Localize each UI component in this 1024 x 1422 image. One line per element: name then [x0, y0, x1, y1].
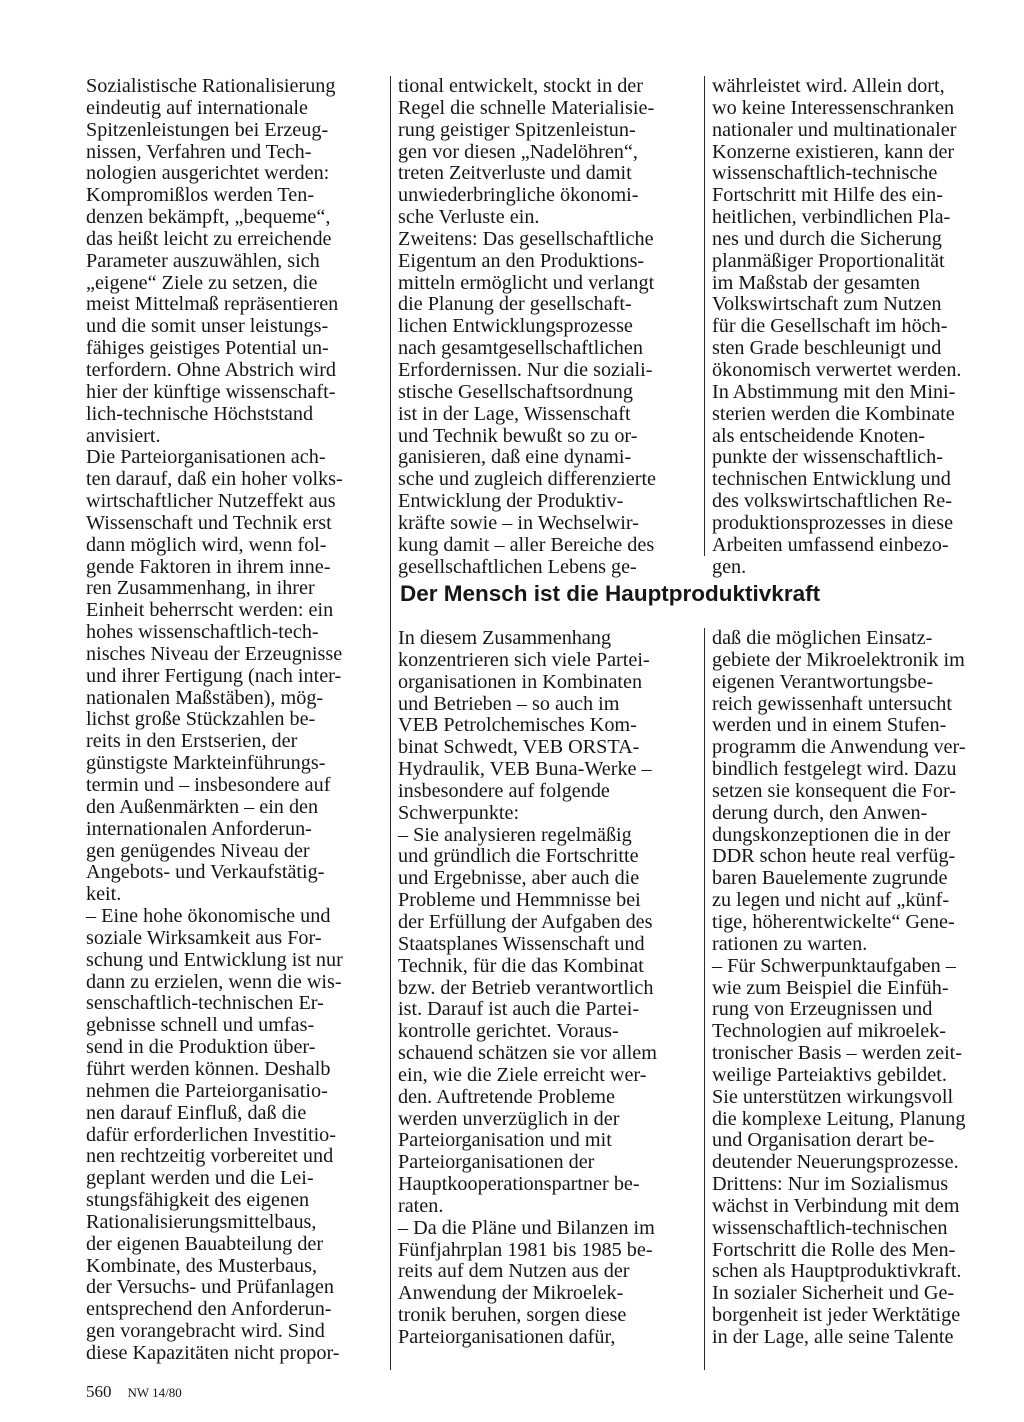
- paragraph: – Da die Pläne und Bilanzen im Fünfjahrplan 1981 bis 1985 be- reits auf dem Nutzen aus der Anwendung der Mikroelek- tronik beruhen, sorgen diese Parteiorganisationen dafür,: [398, 1216, 655, 1348]
- column-divider: [390, 76, 391, 1370]
- paragraph: Drittens: Nur im Sozialismus wächst in Verbindung mit dem wissenschaftlich-technischen Fortschritt die Rolle des Men- schen als Hauptproduktivkraft. In sozialer Sicherheit und Ge- borgenheit ist jeder Werktätige in der Lage, alle seine Talente: [712, 1173, 962, 1348]
- paragraph: In diesem Zusammenhang konzentrieren sich viele Partei- organisationen in Kombinaten und Betrieben – so auch im VEB Petrolchemisches Kom- binat Schwedt, VEB ORSTA- Hydraulik, VEB Buna-Werke – insbesondere auf folgende Schwerpunkte:: [398, 627, 652, 824]
- paragraph: Die Parteiorganisationen ach- ten darauf, daß ein hoher volks- wirtschaftlicher Nutzeffekt aus Wissenschaft und Technik erst dann möglich wird, wenn fol- gende Faktoren in ihrem inne- ren Zusammenhang, in ihrer Einheit beherrscht werden: ein hohes wissenschaftlich-tech- nisches Niveau der Erzeugnisse und ihrer Fertigung (nach inter- nationalen Maßstäben), mög- lichst große Stückzahlen be- reits in den Erstserien, der günstigste Markteinführungs- termin und – insbesondere auf den Außenmärkten – ein den internationalen Anforderun- gen genügendes Niveau der Angebots- und Verkaufstätig- keit.: [86, 446, 343, 906]
- paragraph: Zweitens: Das gesellschaftliche Eigentum an den Produktions- mitteln ermöglicht und verlangt die Planung der gesellschaft- lichen Entwicklungsprozesse nach gesamtgesellschaftlichen Erfordernissen. Nur die soziali- stische Gesellschaftsordnung ist in der Lage, Wissenschaft und Technik bewußt so zu or- ganisieren, daß eine dynami- sche und zugleich differenzierte Entwicklung der Produktiv- kräfte sowie – in Wechselwir- kung damit – aller Bereiche des gesellschaftlichen Lebens ge-: [398, 227, 657, 578]
- text-column-4: [398, 628, 688, 1349]
- text-column-5: [712, 628, 1002, 1349]
- paragraph: währleistet wird. Allein dort, wo keine Interessenschranken nationaler und multinationaler Konzerne existieren, kann der wissenschaftlich-technische Fortschritt mit Hilfe des ein- heitlichen, verbindlichen Pla- nes und durch die Sicherung planmäßiger Proportionalität im Maßstab der gesamten Volkswirtschaft zum Nutzen für die Gesellschaft im höch- sten Grade beschleunigt und ökonomisch verwertet werden.: [712, 75, 962, 381]
- text-column-3: [712, 76, 1002, 578]
- paragraph: tional entwickelt, stockt in der Regel die schnelle Materialisie- rung geistiger Spitzenleistun- gen vor diesen „Nadelöhren“, treten Zeitverluste und damit unwiederbringliche ökonomi- sche Verluste ein.: [398, 75, 655, 229]
- section-heading: Der Mensch ist die Hauptproduktivkraft: [400, 581, 821, 606]
- text-column-1: [86, 76, 382, 1365]
- page-footer: [86, 1381, 182, 1404]
- page-number: 560: [86, 1382, 112, 1401]
- text-column-2: [398, 76, 688, 578]
- paragraph: Sozialistische Rationalisierung eindeutig auf internationale Spitzenleistungen bei Erzeug- nissen, Verfahren und Tech- nologien ausgerichtet werden: Kompromißlos werden Ten- denzen bekämpft, „bequeme“, das heißt leicht zu erreichende Parameter auszuwählen, sich „eigene“ Ziele zu setzen, die meist Mittelmaß repräsentieren und die somit unser leistungs- fähiges geistiges Potential un- terfordern. Ohne Abstrich wird hier der künftige wissenschaft- lich-technische Höchststand anvisiert.: [86, 75, 339, 447]
- paragraph: – Sie analysieren regelmäßig und gründlich die Fortschritte und Ergebnisse, aber auch die Probleme und Hemmnisse bei der Erfüllung der Aufgaben des Staatsplanes Wissenschaft und Technik, für die das Kombinat bzw. der Betrieb verantwortlich ist. Darauf ist auch die Partei- kontrolle gerichtet. Voraus- schauend schätzen sie vor allem ein, wie die Ziele erreicht wer- den. Auftretende Probleme werden unverzüglich in der Parteiorganisation und mit Parteiorganisationen der Hauptkooperationspartner be- raten.: [398, 823, 657, 1217]
- issue-label: NW 14/80: [127, 1385, 182, 1400]
- paragraph: – Für Schwerpunktaufgaben – wie zum Beispiel die Einfüh- rung von Erzeugnissen und Technologien auf mikroelek- tronischer Basis – werden zeit- weilige Parteiaktivs gebildet. Sie unterstützen wirkungsvoll die komplexe Leitung, Planung und Organisation derart be- deutender Neuerungsprozesse.: [712, 954, 966, 1174]
- paragraph: daß die möglichen Einsatz- gebiete der Mikroelektronik im eigenen Verantwortungsbe- reich gewissenhaft untersucht werden und in einem Stufen- programm die Anwendung ver- bindlich festgelegt wird. Dazu setzen sie konsequent die For- derung durch, den Anwen- dungskonzeptionen die in der DDR schon heute real verfüg- baren Bauelemente zugrunde zu legen und nicht auf „künf- tige, höherentwickelte“ Gene- rationen zu warten.: [712, 627, 966, 955]
- paragraph: In Abstimmung mit den Mini- sterien werden die Kombinate als entscheidende Knoten- punkte der wissenschaftlich- technischen Entwicklung und des volkswirtschaftlichen Re- produktionsprozesses in diese Arbeiten umfassend einbezo- gen.: [712, 380, 956, 578]
- paragraph: – Eine hohe ökonomische und soziale Wirksamkeit aus For- schung und Entwicklung ist nur dann zu erzielen, wenn die wis- senschaftlich-technischen Er- gebnisse schnell und umfas- send in die Produktion über- führt werden können. Deshalb nehmen die Parteiorganisatio- nen darauf Einfluß, daß die dafür erforderlichen Investitio- nen rechtzeitig vorbereitet und geplant werden und die Lei- stungsfähigkeit des eigenen Rationalisierungsmittelbaus, der eigenen Bauabteilung der Kombinate, des Musterbaus, der Versuchs- und Prüfanlagen entsprechend den Anforderun- gen vorangebracht wird. Sind diese Kapazitäten nicht propor-: [86, 905, 343, 1364]
- column-divider: [704, 76, 705, 556]
- column-divider: [704, 628, 705, 1370]
